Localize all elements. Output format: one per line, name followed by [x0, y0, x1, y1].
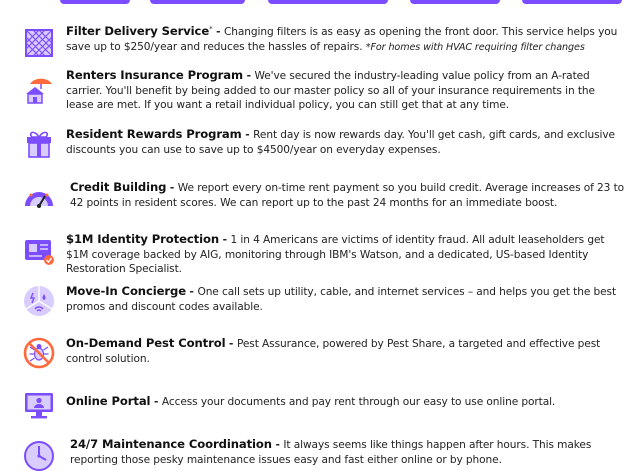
benefit-footnote: *For homes with HVAC requiring filter changes — [365, 41, 585, 53]
benefit-text: Move-In Concierge - One call sets up utility, cable, and internet services – and helps you get the best promos and discount codes available. — [66, 284, 617, 313]
benefit-description: Access your documents and pay rent through our easy to use online portal. — [161, 396, 556, 408]
benefit-text: Resident Rewards Program - Rent day is now rewards day. You'll get cash, gift cards, and exclusive discounts you can use to save up to $4500/year on everyday expenses. — [66, 127, 615, 156]
no-pest-icon — [22, 336, 56, 370]
benefit-title: Credit Building — [70, 180, 167, 194]
monitor-portal-icon — [22, 388, 56, 422]
benefit-description: Pest Assurance, powered by Pest Share, a targeted and effective pest control solution. — [66, 338, 601, 365]
gift-box-icon — [22, 127, 56, 161]
benefit-description: Rent day is now rewards day. You'll get cash, gift cards, and exclusive discounts you can use to save up to $4500/year on everyday expenses. — [66, 129, 615, 156]
benefit-description: One call sets up utility, cable, and internet services – and helps you get the best promos and discount codes available. — [66, 286, 617, 313]
benefit-title: 24/7 Maintenance Coordination — [70, 437, 272, 451]
benefit-title: Renters Insurance Program — [66, 68, 243, 82]
benefit-text: On-Demand Pest Control - Pest Assurance, powered by Pest Share, a targeted and effective pest control solution. — [66, 336, 601, 365]
benefit-title: Filter Delivery Service — [66, 24, 210, 38]
top-cropped-banner — [0, 0, 640, 4]
id-card-icon — [22, 234, 56, 268]
benefit-title: Move-In Concierge — [66, 284, 186, 298]
benefit-description: We've secured the industry-leading value policy from an A-rated carrier. You'll benefit by being added to our master policy so all of your insurance requirements in the lease are met. If you want a retail individual policy, you can still get that at any time. — [66, 70, 595, 112]
benefit-text: Renters Insurance Program - We've secured the industry-leading value policy from an A-rated carrier. You'll benefit by being added to our master policy so all of your insurance requirements in the lease are met. If you want a retail individual policy, you can still get that at any time. — [66, 68, 595, 112]
benefit-description: It always seems like things happen after hours. This makes reporting those pesky maintenance issues easy and fast either online or by phone. — [70, 439, 592, 466]
umbrella-house-icon — [22, 72, 56, 106]
benefit-title: Resident Rewards Program — [66, 127, 242, 141]
benefit-title: $1M Identity Protection — [66, 232, 219, 246]
benefit-text: $1M Identity Protection - 1 in 4 Americans are victims of identity fraud. All adult leaseholders get $1M coverage backed by AIG, monitoring through IBM's Watson, and a dedicated, US-based Identity Restoration Specialist. — [66, 232, 605, 276]
benefit-text: Credit Building - We report every on-time rent payment so you build credit. Average increases of 23 to 42 points in resident scores. We can report up to the past 24 months for an immediate boost. — [70, 180, 625, 209]
benefit-description: We report every on-time rent payment so you build credit. Average increases of 23 to 42 points in resident scores. We can report up to the past 24 months for an immediate boost. — [70, 182, 625, 209]
benefit-description: 1 in 4 Americans are victims of identity fraud. All adult leaseholders get $1M coverage backed by AIG, monitoring through IBM's Watson, and a dedicated, US-based Identity Restoration Specialist. — [66, 234, 605, 276]
benefit-title: Online Portal — [66, 394, 151, 408]
clock-maintenance-icon — [22, 437, 56, 471]
filter-grid-icon — [22, 26, 56, 60]
benefit-text: 24/7 Maintenance Coordination - It always seems like things happen after hours. This makes reporting those pesky maintenance issues easy and fast either online or by phone. — [70, 437, 592, 466]
benefit-text: Filter Delivery Service* - Changing filters is as easy as opening the front door. This service helps you save up to $250/year and reduces the hassles of repairs. *For homes with HVAC requiring filter changes — [66, 24, 618, 53]
title-footnote-mark: * — [209, 25, 213, 33]
benefit-description: Changing filters is as easy as opening the front door. This service helps you save up to $250/year and reduces the hassles of repairs. — [66, 26, 618, 53]
benefit-title: On-Demand Pest Control — [66, 336, 226, 350]
credit-gauge-icon — [22, 182, 56, 216]
utilities-circle-icon — [22, 284, 56, 318]
benefit-text: Online Portal - Access your documents and pay rent through our easy to use online portal. — [66, 394, 556, 408]
